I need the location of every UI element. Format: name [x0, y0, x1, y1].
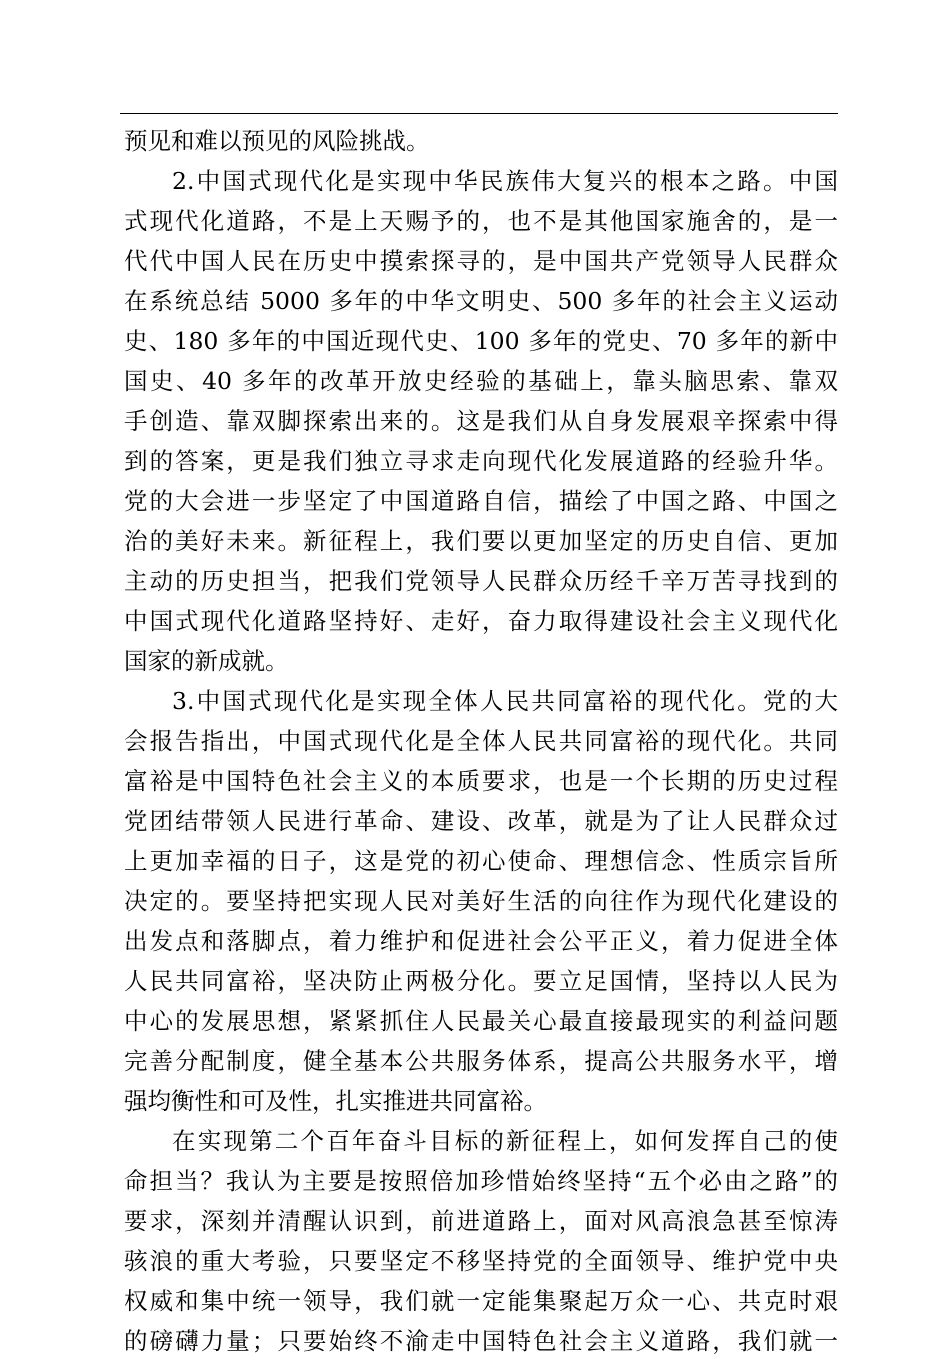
text-line: 到的答案，更是我们独立寻求走向现代化发展道路的经验升华。: [124, 447, 838, 475]
text-line: 出发点和落脚点，着力维护和促进社会公平正义，着力促进全体: [124, 927, 838, 955]
text-line: 中心的发展思想，紧紧抓住人民最关心最直接最现实的利益问题: [124, 1007, 838, 1035]
text-line: 治的美好未来。新征程上，我们要以更加坚定的历史自信、更加: [124, 527, 838, 555]
text-line: 国家的新成就。: [124, 647, 289, 675]
text-line: 骇浪的重大考验，只要坚定不移坚持党的全面领导、维护党中央: [124, 1247, 838, 1275]
text-line: 命担当？我认为主要是按照倍加珍惜始终坚持“五个必由之路”的: [124, 1167, 838, 1195]
text-line: 人民共同富裕，坚决防止两极分化。要立足国情，坚持以人民为: [124, 967, 838, 995]
text-line: 权威和集中统一领导，我们就一定能集聚起万众一心、共克时艰: [124, 1287, 838, 1315]
text-line: 国史、40 多年的改革开放史经验的基础上，靠头脑思索、靠双: [124, 367, 838, 395]
text-line: 在实现第二个百年奋斗目标的新征程上，如何发挥自己的使: [172, 1127, 838, 1155]
header-rule: [120, 113, 838, 114]
text-line: 要求，深刻并清醒认识到，前进道路上，面对风高浪急甚至惊涛: [124, 1207, 838, 1235]
text-line: 完善分配制度，健全基本公共服务体系，提高公共服务水平，增: [124, 1047, 838, 1075]
text-line: 党团结带领人民进行革命、建设、改革，就是为了让人民群众过: [124, 807, 838, 835]
text-line: 的磅礴力量；只要始终不渝走中国特色社会主义道路，我们就一: [124, 1327, 838, 1355]
text-line: 强均衡性和可及性，扎实推进共同富裕。: [124, 1087, 547, 1115]
text-line: 主动的历史担当，把我们党领导人民群众历经千辛万苦寻找到的: [124, 567, 838, 595]
text-line: 2.中国式现代化是实现中华民族伟大复兴的根本之路。中国: [172, 167, 838, 195]
text-line: 党的大会进一步坚定了中国道路自信，描绘了中国之路、中国之: [124, 487, 838, 515]
text-line: 史、180 多年的中国近现代史、100 多年的党史、70 多年的新中: [124, 327, 838, 355]
text-line: 代代中国人民在历史中摸索探寻的，是中国共产党领导人民群众: [124, 247, 838, 275]
text-line: 上更加幸福的日子，这是党的初心使命、理想信念、性质宗旨所: [124, 847, 838, 875]
text-line: 富裕是中国特色社会主义的本质要求，也是一个长期的历史过程: [124, 767, 838, 795]
text-line: 在系统总结 5000 多年的中华文明史、500 多年的社会主义运动: [124, 287, 838, 315]
text-line: 会报告指出，中国式现代化是全体人民共同富裕的现代化。共同: [124, 727, 838, 755]
text-line: 手创造、靠双脚探索出来的。这是我们从自身发展艰辛探索中得: [124, 407, 838, 435]
text-line: 预见和难以预见的风险挑战。: [124, 127, 430, 155]
body-text: [124, 121, 838, 1361]
text-line: 中国式现代化道路坚持好、走好，奋力取得建设社会主义现代化: [124, 607, 838, 635]
text-line: 3.中国式现代化是实现全体人民共同富裕的现代化。党的大: [172, 687, 838, 715]
text-line: 式现代化道路，不是上天赐予的，也不是其他国家施舍的，是一: [124, 207, 838, 235]
text-line: 决定的。要坚持把实现人民对美好生活的向往作为现代化建设的: [124, 887, 838, 915]
